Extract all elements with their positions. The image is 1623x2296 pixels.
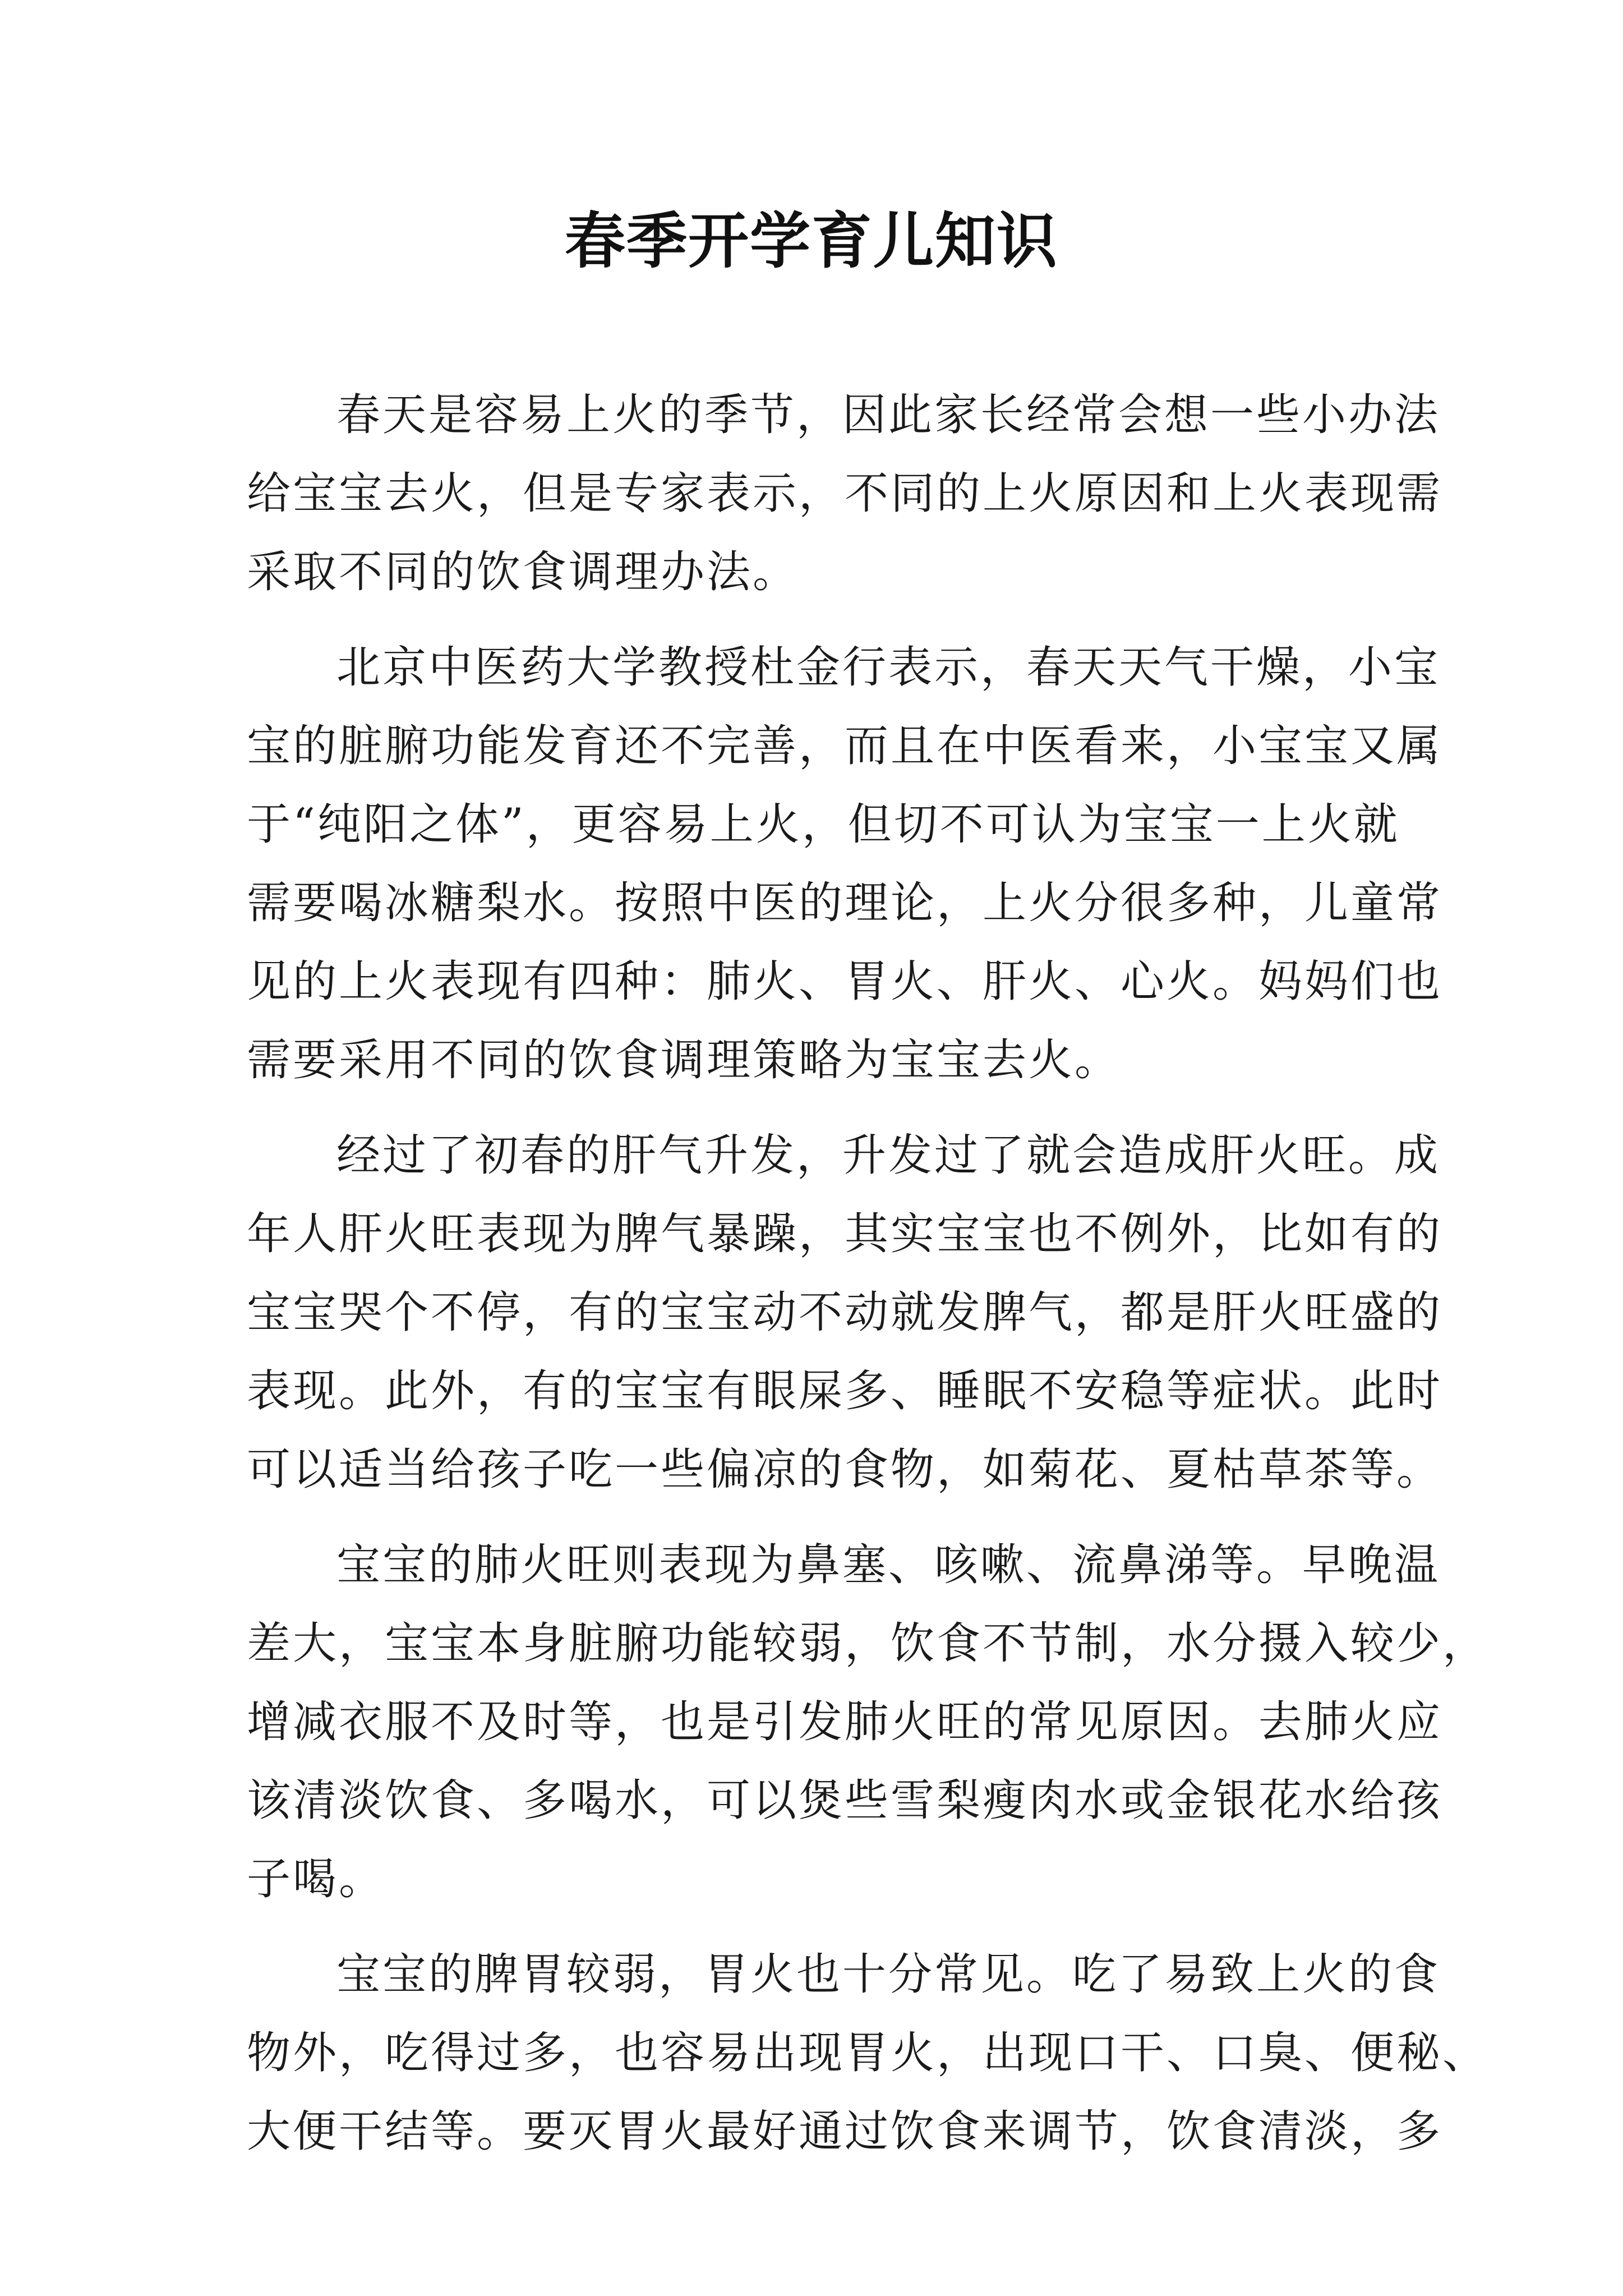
paragraph [247,1526,1489,1918]
paragraph [247,628,1447,1099]
text-line: 宝宝哭个不停，有的宝宝动不动就发脾气，都是肝火旺盛的 [247,1287,1443,1338]
document-body [247,376,1489,2171]
text-line: 经过了初春的肝气升发，升发过了就会造成肝火旺。成 [336,1130,1441,1181]
text-line: 可以适当给孩子吃一些偏凉的食物，如菊花、夏枯草茶等。 [247,1444,1443,1495]
text-line: 宝宝的脾胃较弱，胃火也十分常见。吃了易致上火的食 [336,1949,1441,2000]
paragraph-spacing [247,1509,1447,1526]
text-line: 给宝宝去火，但是专家表示，不同的上火原因和上火表现需 [247,468,1443,519]
text-line: 宝的脏腑功能发育还不完善，而且在中医看来，小宝宝又属 [247,721,1443,771]
text-line: 需要喝冰糖梨水。按照中医的理论，上火分很多种，儿童常 [247,878,1443,928]
paragraph-spacing [247,1099,1447,1116]
text-line: 见的上火表现有四种：肺火、胃火、肝火、心火。妈妈们也 [247,956,1443,1007]
text-line: 物外，吃得过多，也容易出现胃火，出现口干、口臭、便秘、 [247,2028,1489,2078]
text-line: 春天是容易上火的季节，因此家长经常会想一些小办法 [336,390,1441,440]
text-line: 差大，宝宝本身脏腑功能较弱，饮食不节制，水分摄入较少， [247,1618,1489,1669]
paragraph-spacing [247,611,1447,628]
text-line: 采取不同的饮食调理办法。 [247,547,799,597]
text-line: 于“纯阳之体”，更容易上火，但切不可认为宝宝一上火就 [247,799,1400,850]
paragraph-spacing [247,1918,1447,1935]
text-line: 子喝。 [247,1854,385,1904]
text-line: 年人肝火旺表现为脾气暴躁，其实宝宝也不例外，比如有的 [247,1209,1443,1259]
text-line: 该清淡饮食、多喝水，可以煲些雪梨瘦肉水或金银花水给孩 [247,1775,1443,1826]
text-line: 宝宝的肺火旺则表现为鼻塞、咳嗽、流鼻涕等。早晚温 [336,1540,1441,1590]
text-line: 北京中医药大学教授杜金行表示，春天天气干燥，小宝 [336,642,1441,693]
paragraph [247,1116,1447,1509]
paragraph [247,1935,1489,2171]
document-title: 春季开学育儿知识 [564,206,1058,277]
paragraph [247,376,1447,611]
text-line: 大便干结等。要灭胃火最好通过饮食来调节，饮食清淡，多 [247,2106,1443,2157]
text-line: 表现。此外，有的宝宝有眼屎多、睡眠不安稳等症状。此时 [247,1366,1443,1416]
text-line: 增减衣服不及时等，也是引发肺火旺的常见原因。去肺火应 [247,1697,1443,1747]
text-line: 需要采用不同的饮食调理策略为宝宝去火。 [247,1035,1121,1085]
